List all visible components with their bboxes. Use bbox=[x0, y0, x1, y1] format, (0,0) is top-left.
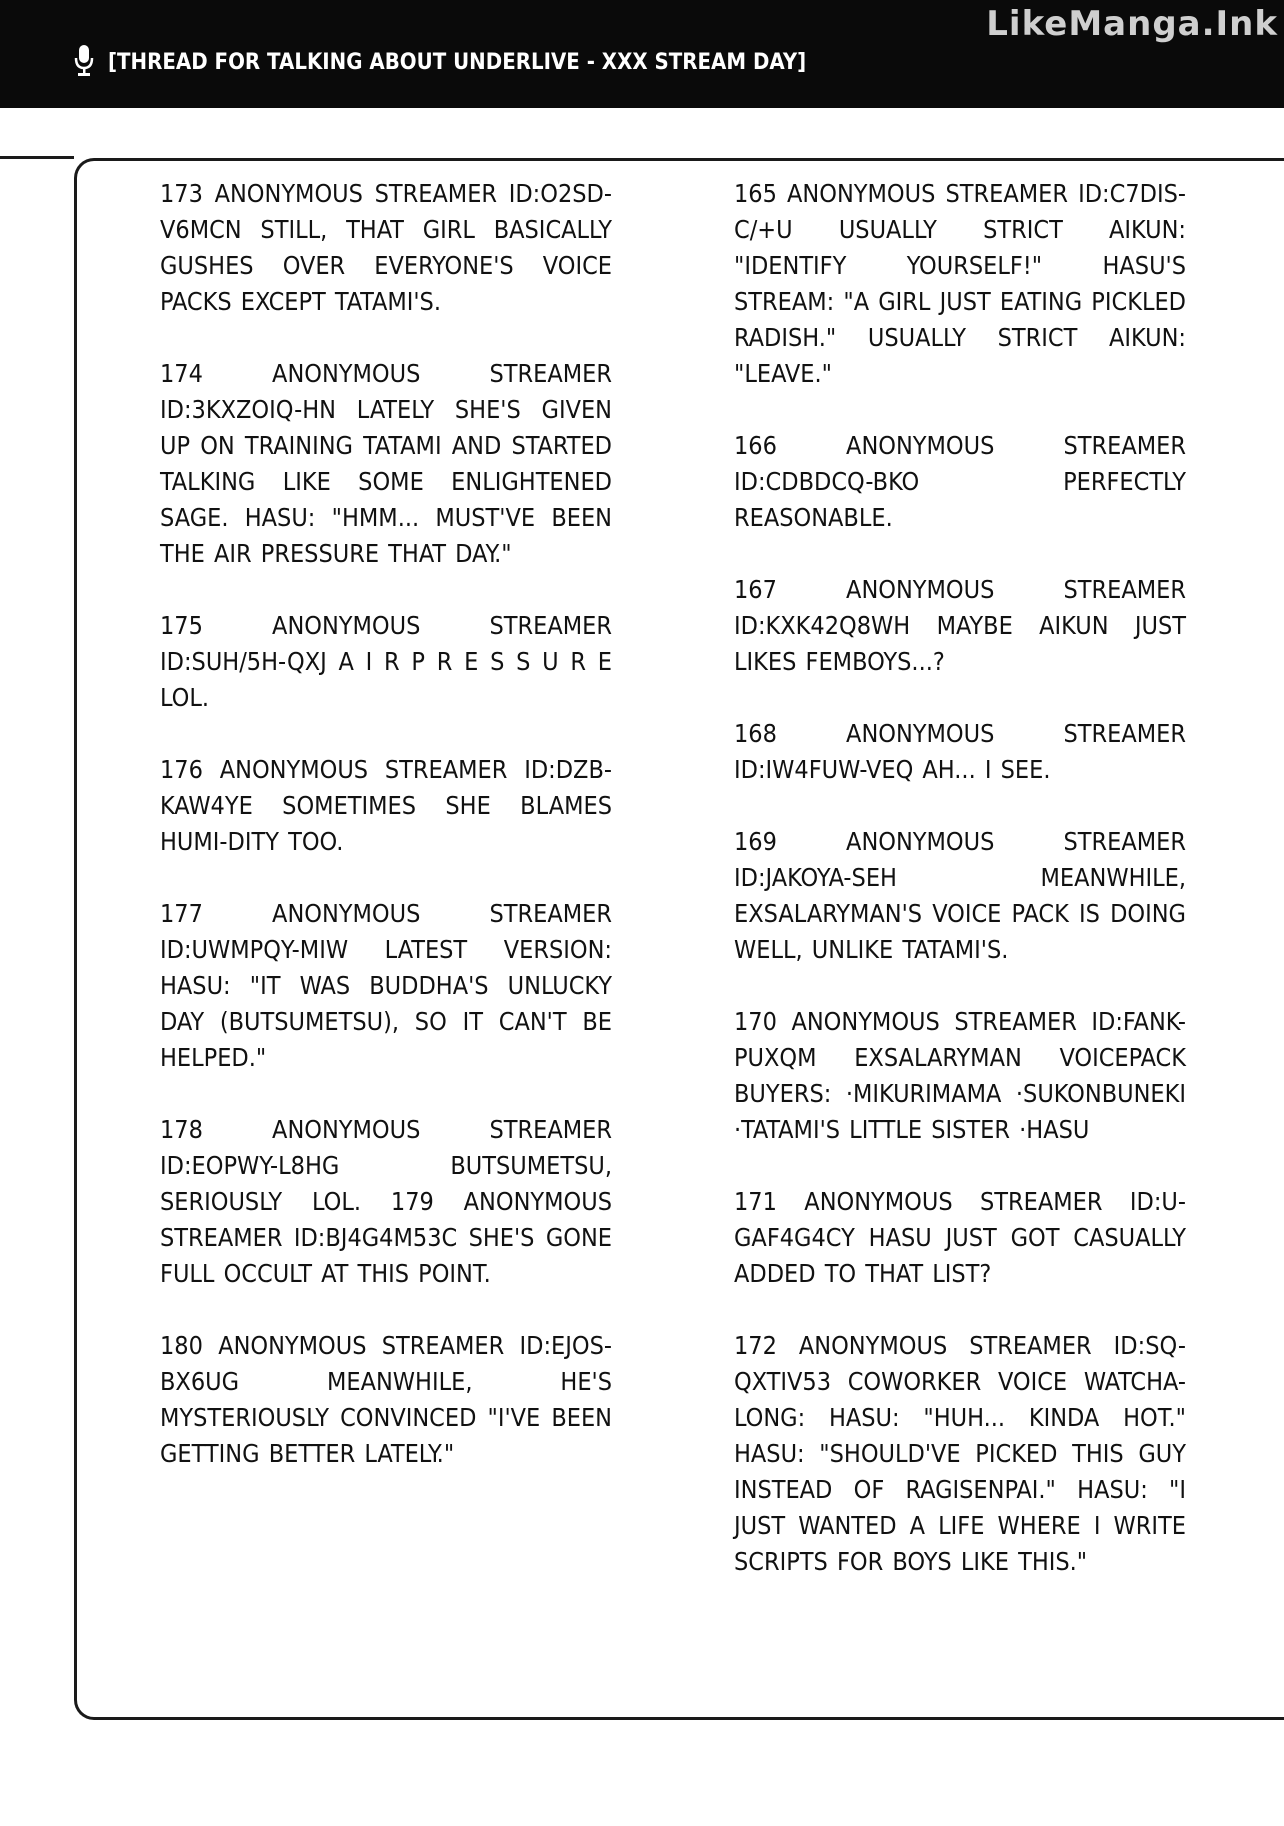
post-172: 172 ANONYMOUS STREAMER ID:SQ-QXTIV53 COWORKER VOICE WATCHA-LONG: HASU: "HUH... KINDA HOT." HASU: "SHOULD'VE PICKED THIS GUY INSTEAD OF RAGISENPAI." HASU: "I JUST WANTED A LIFE WHERE I WRITE SCRIPTS FOR BOYS LIKE THIS." bbox=[734, 1331, 1186, 1576]
post-178-179: 178 ANONYMOUS STREAMER ID:EOPWY-L8HG BUTSUMETSU, SERIOUSLY LOL. 179 ANONYMOUS STREAMER ID:BJ4G4M53C SHE'S GONE FULL OCCULT AT THIS POINT. bbox=[160, 1115, 612, 1288]
post-168: 168 ANONYMOUS STREAMER ID:IW4FUW-VEQ AH... I SEE. bbox=[734, 719, 1186, 784]
thread-title: [THREAD FOR TALKING ABOUT UNDERLIVE - XXX STREAM DAY] bbox=[108, 50, 807, 75]
post-176: 176 ANONYMOUS STREAMER ID:DZB-KAW4YE SOMETIMES SHE BLAMES HUMI-DITY TOO. bbox=[160, 755, 612, 856]
watermark: LikeManga.Ink bbox=[986, 4, 1278, 44]
microphone-icon bbox=[74, 44, 94, 78]
post-169: 169 ANONYMOUS STREAMER ID:JAKOYA-SEH MEANWHILE, EXSALARYMAN'S VOICE PACK IS DOING WELL, UNLIKE TATAMI'S. bbox=[734, 827, 1186, 964]
post-171: 171 ANONYMOUS STREAMER ID:U-GAF4G4CY HASU JUST GOT CASUALLY ADDED TO THAT LIST? bbox=[734, 1187, 1186, 1288]
post-173: 173 ANONYMOUS STREAMER ID:O2SD-V6MCN STILL, THAT GIRL BASICALLY GUSHES OVER EVERYONE'S VOICE PACKS EXCEPT TATAMI'S. bbox=[160, 179, 612, 316]
post-170: 170 ANONYMOUS STREAMER ID:FANK-PUXQM EXSALARYMAN VOICEPACK BUYERS: ·MIKURIMAMA ·SUKONBUNEKI ·TATAMI'S LITTLE SISTER ·HASU bbox=[734, 1007, 1186, 1144]
post-174: 174 ANONYMOUS STREAMER ID:3KXZOIQ-HN LATELY SHE'S GIVEN UP ON TRAINING TATAMI AND STARTED TALKING LIKE SOME ENLIGHTENED SAGE. HASU: "HMM... MUST'VE BEEN THE AIR PRESSURE THAT DAY." bbox=[160, 359, 612, 568]
post-column-right bbox=[734, 176, 1186, 1616]
panel-divider bbox=[0, 156, 74, 159]
post-180: 180 ANONYMOUS STREAMER ID:EJOS-BX6UG MEANWHILE, HE'S MYSTERIOUSLY CONVINCED "I'VE BEEN GETTING BETTER LATELY." bbox=[160, 1331, 612, 1468]
post-165: 165 ANONYMOUS STREAMER ID:C7DIS-C/+U USUALLY STRICT AIKUN: "IDENTIFY YOURSELF!" HASU'S STREAM: "A GIRL JUST EATING PICKLED RADISH." USUALLY STRICT AIKUN: "LEAVE." bbox=[734, 179, 1186, 388]
post-166: 166 ANONYMOUS STREAMER ID:CDBDCQ-BKO PERFECTLY REASONABLE. bbox=[734, 431, 1186, 532]
thread-header-bar bbox=[0, 0, 1284, 108]
post-177: 177 ANONYMOUS STREAMER ID:UWMPQY-MIW LATEST VERSION: HASU: "IT WAS BUDDHA'S UNLUCKY DAY (BUTSUMETSU), SO IT CAN'T BE HELPED." bbox=[160, 899, 612, 1072]
post-167: 167 ANONYMOUS STREAMER ID:KXK42Q8WH MAYBE AIKUN JUST LIKES FEMBOYS...? bbox=[734, 575, 1186, 676]
post-175: 175 ANONYMOUS STREAMER ID:SUH/5H-QXJ A I R P R E S S U R E LOL. bbox=[160, 611, 612, 712]
post-column-left bbox=[160, 176, 612, 1508]
